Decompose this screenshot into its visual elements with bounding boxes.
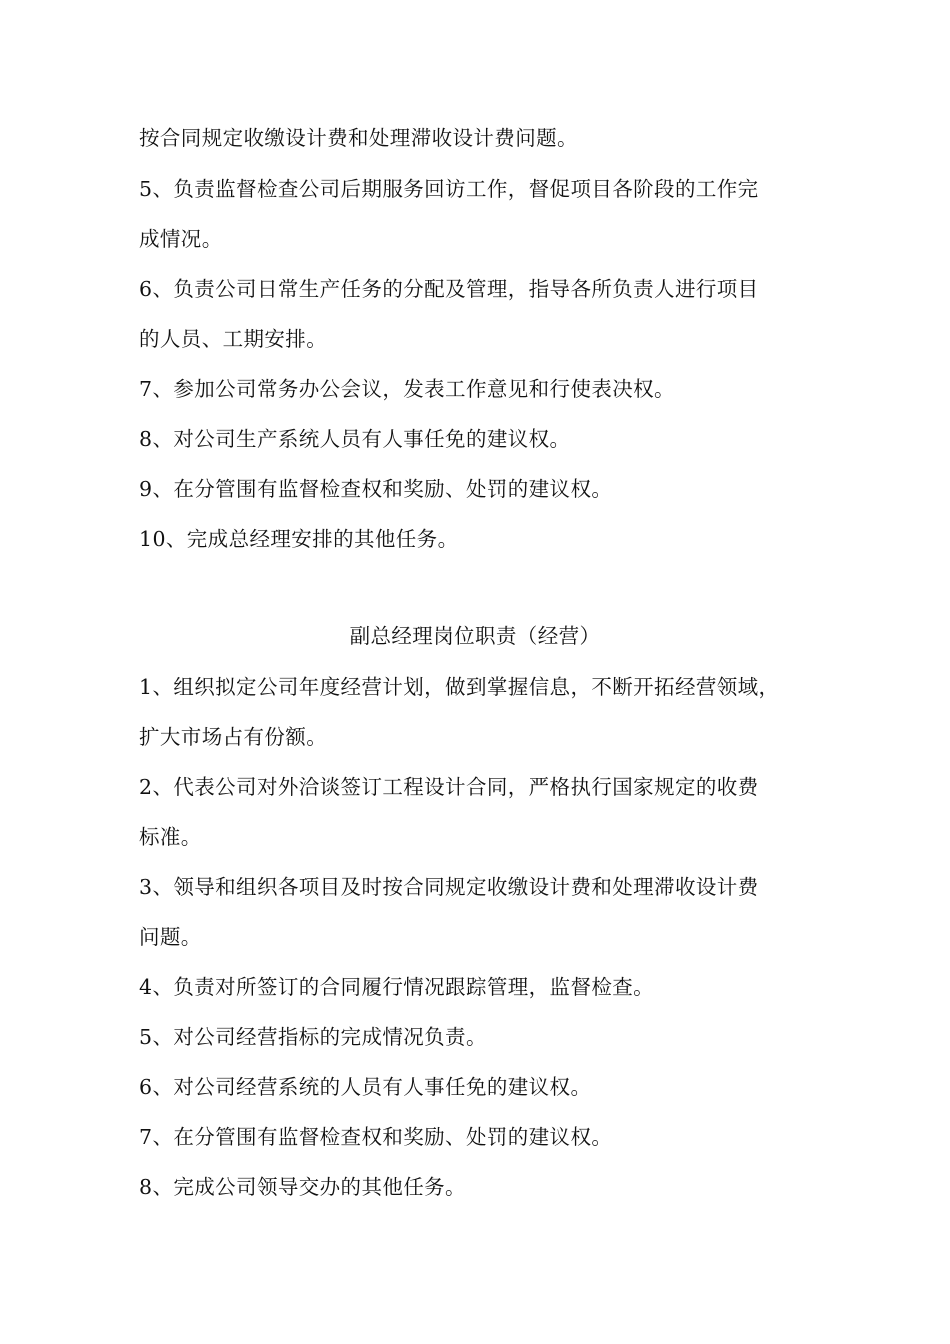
paragraph-line: 扩大市场占有份额。 [139, 725, 328, 749]
paragraph-line: 5、对公司经营指标的完成情况负责。 [139, 1025, 487, 1049]
paragraph-line: 成情况。 [139, 227, 223, 251]
paragraph-line: 2、代表公司对外洽谈签订工程设计合同，严格执行国家规定的收费 [139, 775, 759, 799]
paragraph-line: 6、对公司经营系统的人员有人事任免的建议权。 [139, 1075, 592, 1099]
paragraph-line: 5、负责监督检查公司后期服务回访工作，督促项目各阶段的工作完 [139, 177, 759, 201]
paragraph-line: 9、在分管围有监督检查权和奖励、处罚的建议权。 [139, 477, 613, 501]
paragraph-line: 按合同规定收缴设计费和处理滞收设计费问题。 [139, 126, 578, 150]
paragraph-line: 7、参加公司常务办公会议，发表工作意见和行使表决权。 [139, 377, 675, 401]
section-heading: 副总经理岗位职责（经营） [349, 624, 601, 648]
paragraph-line: 问题。 [139, 925, 202, 949]
paragraph-line: 10、完成总经理安排的其他任务。 [139, 527, 459, 551]
paragraph-line: 6、负责公司日常生产任务的分配及管理，指导各所负责人进行项目 [139, 277, 759, 301]
paragraph-line: 3、领导和组织各项目及时按合同规定收缴设计费和处理滞收设计费 [139, 875, 759, 899]
paragraph-line: 7、在分管围有监督检查权和奖励、处罚的建议权。 [139, 1125, 613, 1149]
paragraph-line: 1、组织拟定公司年度经营计划，做到掌握信息，不断开拓经营领域， [139, 675, 780, 699]
paragraph-line: 8、完成公司领导交办的其他任务。 [139, 1175, 466, 1199]
paragraph-line: 标准。 [139, 825, 202, 849]
paragraph-line: 8、对公司生产系统人员有人事任免的建议权。 [139, 427, 571, 451]
paragraph-line: 的人员、工期安排。 [139, 327, 328, 351]
paragraph-line: 4、负责对所签订的合同履行情况跟踪管理，监督检查。 [139, 975, 655, 999]
